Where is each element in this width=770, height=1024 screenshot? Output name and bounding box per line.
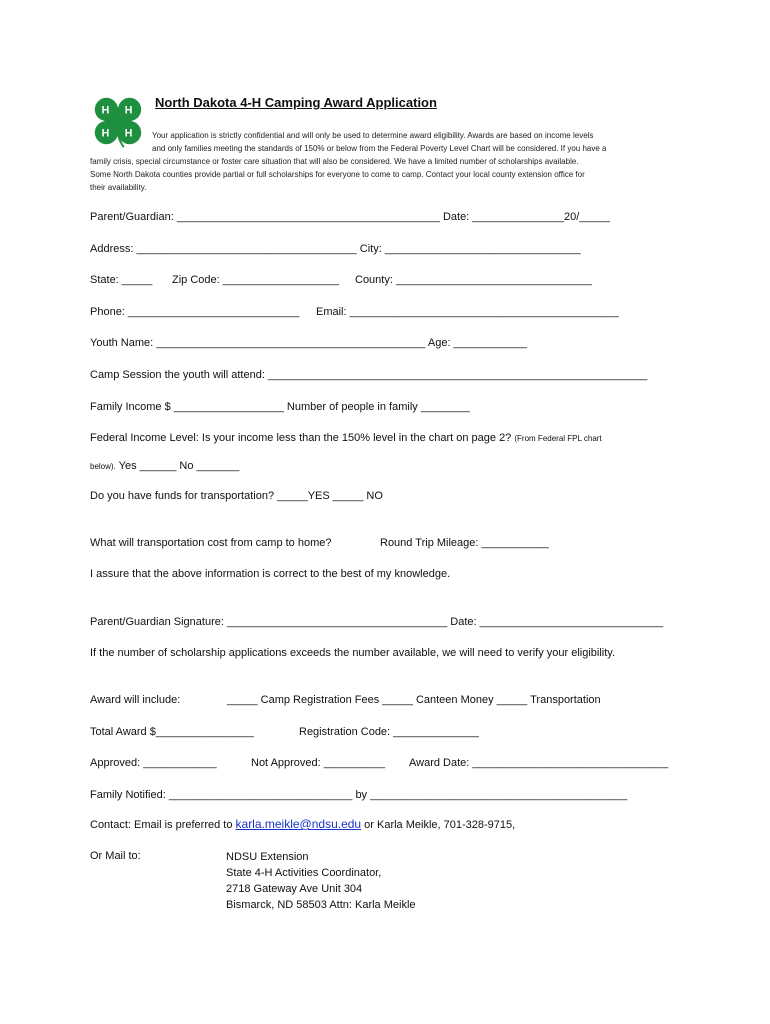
zip-field[interactable]: Zip Code: ___________________ <box>172 274 339 286</box>
yes-no-line[interactable] <box>90 460 239 473</box>
signature-line[interactable]: Parent/Guardian Signature: ____________________________________ Date: ______________________________ <box>90 616 664 628</box>
mail-address-line-1: NDSU Extension <box>226 851 309 863</box>
award-date-field[interactable]: Award Date: ________________________________ <box>409 757 669 769</box>
phone-field[interactable]: Phone: ____________________________ <box>90 306 300 318</box>
svg-text:H: H <box>101 104 110 117</box>
page-title: North Dakota 4-H Camping Award Application <box>155 95 437 110</box>
svg-text:H: H <box>101 127 110 140</box>
parent-guardian-line[interactable]: Parent/Guardian: ___________________________________________ Date: _______________20/_____ <box>90 211 610 223</box>
award-include-label: Award will include: <box>90 694 181 706</box>
mail-address-line-2: State 4-H Activities Coordinator, <box>226 867 382 879</box>
intro-line-4: Some North Dakota counties provide partial or full scholarships for everyone to come to camp. Contact your local county extension office for <box>90 170 585 179</box>
mail-address-line-4: Bismarck, ND 58503 Attn: Karla Meikle <box>226 899 416 911</box>
not-approved-field[interactable]: Not Approved: __________ <box>251 757 385 769</box>
intro-line-1: Your application is strictly confidential and will only be used to determine award eligibility. Awards are based on income levels <box>152 131 594 140</box>
svg-text:H: H <box>124 104 133 117</box>
federal-income-question <box>90 432 602 445</box>
contact-email-link[interactable]: karla.meikle@ndsu.edu <box>235 817 362 831</box>
mail-to-label: Or Mail to: <box>90 850 141 862</box>
award-items-field[interactable]: _____ Camp Registration Fees _____ Canteen Money _____ Transportation <box>227 694 601 706</box>
contact-prefix: Contact: Email is preferred to <box>90 819 233 831</box>
intro-line-2: and only families meeting the standards of 150% or below from the Federal Poverty Level Chart will be considered. If you have a <box>152 144 607 153</box>
county-field[interactable]: County: ________________________________ <box>355 274 592 286</box>
registration-code-field[interactable]: Registration Code: ______________ <box>299 726 479 738</box>
intro-line-5: their availability. <box>90 183 147 192</box>
contact-suffix: or Karla Meikle, 701-328-9715, <box>364 819 516 831</box>
youth-name-line[interactable]: Youth Name: ____________________________________________ Age: ____________ <box>90 337 527 349</box>
state-field[interactable]: State: _____ <box>90 274 153 286</box>
below-note: below). <box>90 462 116 471</box>
federal-income-note: (From Federal FPL chart <box>514 434 602 443</box>
intro-line-3: family crisis, special circumstance or foster care situation that will also be considered. We have a limited number of scholarships available. <box>90 157 579 166</box>
mail-address-line-3: 2718 Gateway Ave Unit 304 <box>226 883 363 895</box>
family-income-line[interactable]: Family Income $ __________________ Number of people in family ________ <box>90 401 470 413</box>
address-line[interactable]: Address: ____________________________________ City: ________________________________ <box>90 243 581 255</box>
round-trip-mileage-field[interactable]: Round Trip Mileage: ___________ <box>380 537 549 549</box>
verify-statement: If the number of scholarship applications exceeds the number available, we will need to verify your eligibility. <box>90 647 616 659</box>
approved-field[interactable]: Approved: ____________ <box>90 757 217 769</box>
transportation-cost-question: What will transportation cost from camp to home? <box>90 537 332 549</box>
federal-income-text: Federal Income Level: Is your income less than the 150% level in the chart on page 2? <box>90 432 512 444</box>
yes-no-field[interactable]: Yes ______ No _______ <box>118 460 240 472</box>
total-award-field[interactable]: Total Award $________________ <box>90 726 254 738</box>
assurance-statement: I assure that the above information is correct to the best of my knowledge. <box>90 568 451 580</box>
email-field[interactable]: Email: ____________________________________________ <box>316 306 619 318</box>
svg-text:H: H <box>124 127 133 140</box>
four-h-clover-icon <box>89 92 147 150</box>
transportation-funds-line[interactable]: Do you have funds for transportation? _____YES _____ NO <box>90 490 383 502</box>
camp-session-line[interactable]: Camp Session the youth will attend: ______________________________________________________________ <box>90 369 648 381</box>
contact-line <box>90 818 515 832</box>
family-notified-line[interactable]: Family Notified: ______________________________ by __________________________________________ <box>90 789 628 801</box>
